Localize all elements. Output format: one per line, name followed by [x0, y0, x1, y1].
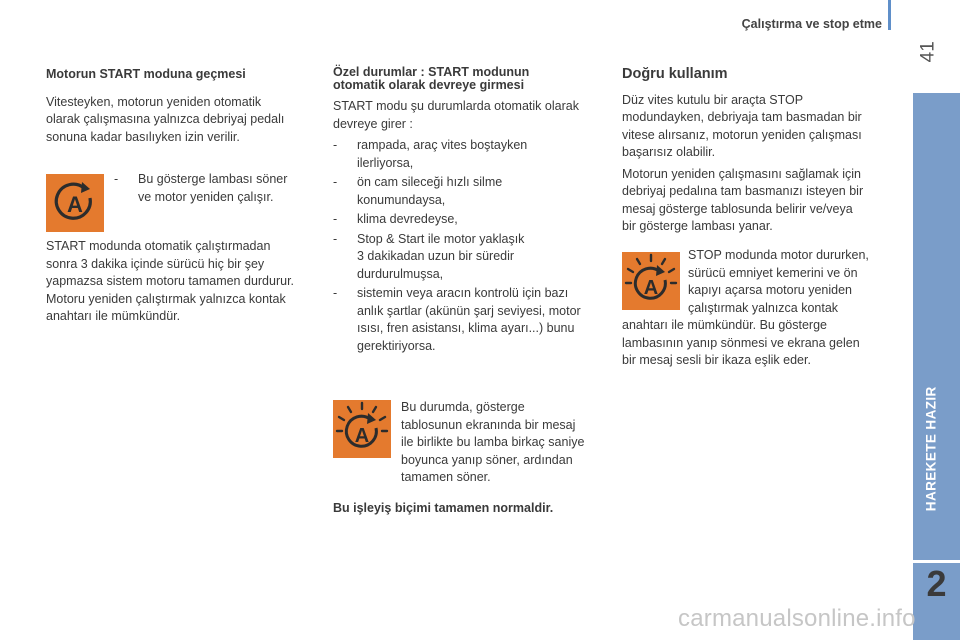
auto-start-flash-icon — [333, 400, 391, 458]
bullet-dash: - — [333, 286, 338, 300]
text-line: modundayken, debriyaja tam basmadan bir — [622, 110, 862, 124]
svg-text:A: A — [643, 277, 659, 299]
text-line: Düz vites kutulu bir araçta STOP — [622, 92, 804, 107]
text-line: anahtarı ile mümkündür. Bu gösterge — [622, 318, 827, 332]
closing-note: Bu işleyiş biçimi tamamen normaldir. — [333, 501, 554, 515]
heading-line: Özel durumlar : START modunun — [333, 65, 530, 79]
icon-note-side — [688, 247, 898, 317]
column-start-mode — [46, 66, 316, 146]
text-line: anahtarı ile mümkündür. — [46, 309, 181, 323]
chapter-label: HAREKETE HAZIR — [923, 386, 939, 512]
text-line: anlık şartlar (akünün şarj seviyesi, motor — [357, 303, 581, 318]
list-item — [333, 231, 608, 284]
heading-line: otomatik olarak devreye girmesi — [333, 78, 525, 92]
text-line: konumundaysa, — [357, 192, 446, 207]
text-line: ısısı, fren asistansı, klima ayarı...) bunu — [357, 321, 575, 335]
text-line: Motoru yeniden çalıştırmak yalnızca kontak — [46, 291, 286, 306]
text-line: Bu gösterge lambası söner — [138, 172, 288, 186]
text-line: sürücü emniyet kemerini ve ön — [688, 265, 858, 280]
text-line: ile birlikte bu lamba birkaç saniye — [401, 435, 585, 449]
column-correct-use — [622, 66, 892, 236]
bullet-list — [333, 137, 608, 355]
auto-start-flash-icon — [622, 252, 680, 310]
text-line: sonuna kadar basılıyken izin verilir. — [46, 129, 240, 144]
header-accent-bar — [888, 0, 891, 30]
body-paragraph — [46, 238, 321, 326]
text-line: STOP modunda motor dururken, — [688, 248, 869, 262]
auto-start-icon — [46, 174, 104, 232]
text-line: sonra 3 dakika içinde sürücü hiç bir şey — [46, 256, 265, 271]
bullet-dash: - — [333, 231, 338, 246]
text-line: olarak çalışmasına yalnızca debriyaj pedalı — [46, 112, 285, 126]
text-line: kapıyı açarsa motoru yeniden — [688, 283, 852, 297]
bullet-dash: - — [333, 212, 338, 226]
intro-paragraph — [46, 94, 316, 147]
heading-special-cases — [333, 66, 608, 92]
text-line: başarısız olabilir. — [622, 145, 716, 159]
text-line: tablosunun ekranında bir mesaj — [401, 417, 576, 432]
text-line: rampada, araç vites boştayken — [357, 138, 528, 152]
intro-paragraph — [333, 98, 608, 133]
text-line: Stop & Start ile motor yaklaşık — [357, 231, 525, 246]
text-line: klima devredeyse, — [357, 212, 458, 226]
text-line: ön cam sileceği hızlı silme — [357, 175, 503, 189]
bullet-dash: - — [333, 175, 338, 189]
text-line: gerektiriyorsa. — [357, 338, 436, 353]
text-line: çalıştırmak yalnızca kontak — [688, 300, 839, 315]
svg-text:A: A — [67, 192, 83, 217]
text-line: lambasının yanıp sönmesi ve ekrana gelen — [622, 335, 860, 350]
chapter-number: 2 — [926, 563, 947, 604]
text-line: durdurulmuşsa, — [357, 266, 444, 281]
page-number: 41 — [917, 41, 939, 63]
heading-start-mode: Motorun START moduna geçmesi — [46, 67, 246, 81]
text-line: 3 dakikadan uzun bir süredir — [357, 249, 515, 263]
text-line: bir mesaj sesli bir ikaza eşlik eder. — [622, 353, 811, 367]
text-line: START modunda otomatik çalıştırmadan — [46, 239, 271, 253]
list-item — [333, 137, 608, 172]
watermark: carmanualsonline.info — [678, 605, 916, 632]
icon-note-continued — [622, 317, 892, 370]
text-line: Motorun yeniden çalışmasını sağlamak için — [622, 166, 862, 181]
list-item — [333, 174, 608, 209]
text-line: ve motor yeniden çalışır. — [138, 189, 274, 204]
icon-note-start — [114, 171, 314, 206]
paragraph — [622, 166, 892, 236]
text-line: devreye girer : — [333, 116, 413, 131]
text-line: vitese alırsanız, motorun yeniden çalışması — [622, 127, 862, 142]
text-line: ilerliyorsa, — [357, 155, 414, 170]
text-line: mesaj gösterge tablosunda belirir ve/veya — [622, 201, 853, 216]
text-line: START modu şu durumlarda otomatik olarak — [333, 99, 579, 113]
heading-correct-use: Doğru kullanım — [622, 66, 728, 82]
text-line: bir gösterge lambası yanar. — [622, 219, 773, 233]
section-title: Çalıştırma ve stop etme — [741, 17, 882, 31]
text-line: sistemin veya aracın kontrolü için bazı — [357, 286, 569, 300]
bullet-dash: - — [333, 138, 338, 152]
bullet-dash: - — [114, 172, 119, 186]
text-line: Bu durumda, gösterge — [401, 400, 525, 414]
text-line: debriyaj pedalına tam basmanızı isteyen bir — [622, 184, 864, 198]
list-item — [333, 285, 608, 355]
svg-text:A: A — [354, 425, 370, 447]
list-item — [333, 211, 608, 229]
text-line: Vitesteyken, motorun yeniden otomatik — [46, 94, 262, 109]
chapter-sidebar — [913, 93, 960, 640]
icon-note-flash — [401, 399, 611, 487]
text-line: tamamen söner. — [401, 470, 491, 484]
paragraph — [622, 92, 892, 162]
text-line: boyunca yanıp söner, ardından — [401, 452, 573, 467]
column-special-cases — [333, 66, 608, 355]
text-line: yapmazsa sistem motoru tamamen durdurur. — [46, 274, 295, 288]
